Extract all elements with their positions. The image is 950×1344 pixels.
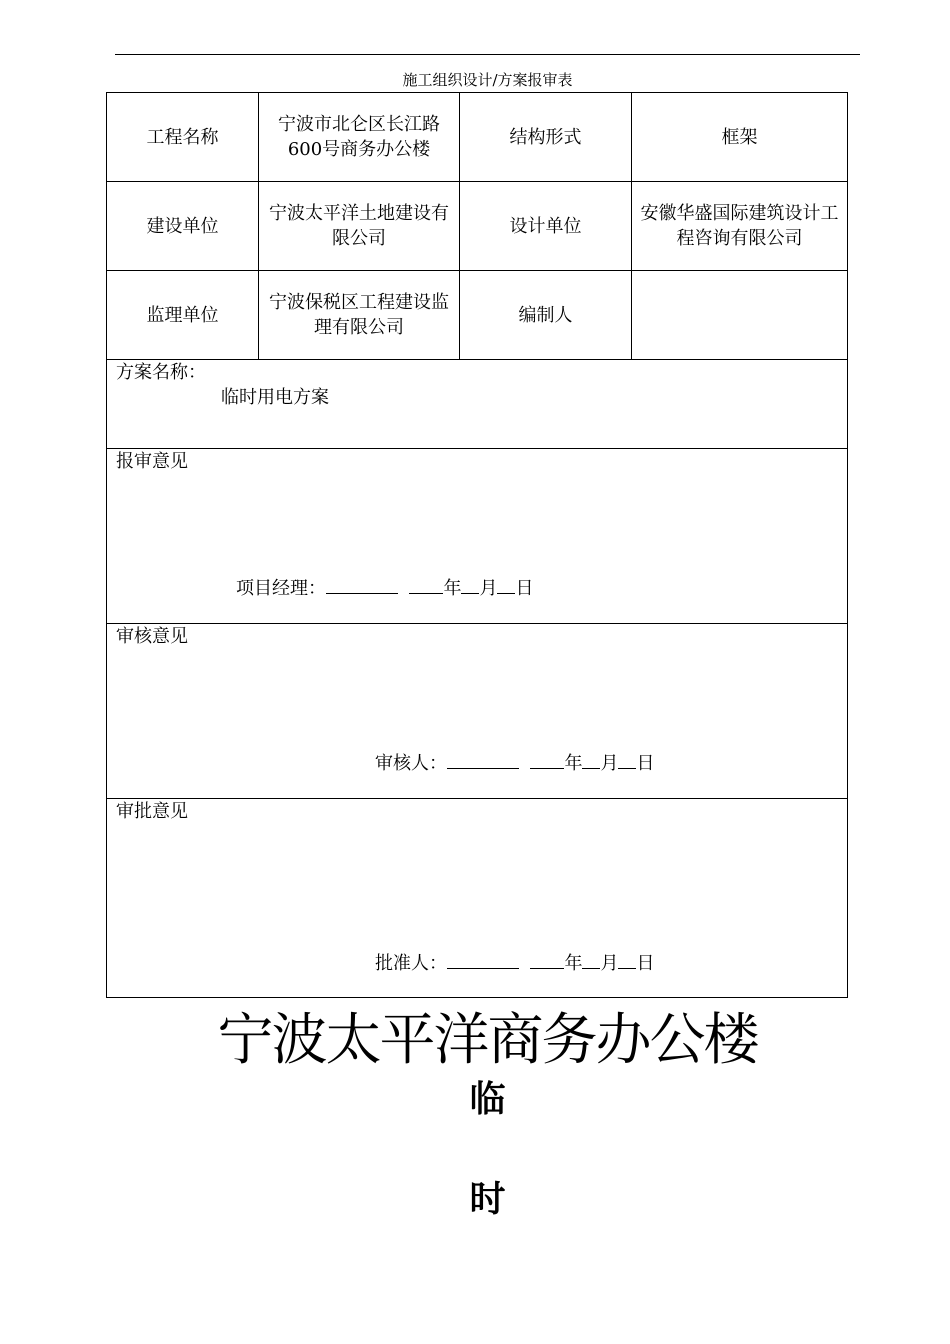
plan-name-label: 方案名称： xyxy=(116,362,206,383)
year-label: 年 xyxy=(564,953,583,974)
designer-label: 设计单位 xyxy=(460,182,632,271)
cover-char-1: 临 xyxy=(469,1079,506,1120)
cover-title: 宁波太平洋商务办公楼 xyxy=(217,1008,758,1073)
day-label: 日 xyxy=(636,953,655,974)
table-row xyxy=(107,624,848,799)
header-title: 施工组织设计/方案报审表 xyxy=(402,71,573,89)
month-blank xyxy=(582,748,600,769)
review-opinion-label: 审核意见 xyxy=(116,626,188,647)
report-opinion-label: 报审意见 xyxy=(116,451,188,472)
approval-opinion-label: 审批意见 xyxy=(116,801,188,822)
client-value: 宁波太平洋土地建设有限公司 xyxy=(259,182,460,271)
project-name-label: 工程名称 xyxy=(107,93,259,182)
day-blank xyxy=(618,748,636,769)
table-row xyxy=(107,799,848,998)
day-blank xyxy=(618,948,636,969)
table-row xyxy=(107,449,848,624)
author-label: 编制人 xyxy=(460,271,632,360)
approval-signer-label: 批准人： xyxy=(375,953,447,974)
cover-char-2: 时 xyxy=(469,1179,506,1220)
signature-blank xyxy=(326,573,398,594)
table-row xyxy=(107,360,848,449)
day-label: 日 xyxy=(636,753,655,774)
designer-value: 安徽华盛国际建筑设计工程咨询有限公司 xyxy=(632,182,848,271)
header-rule xyxy=(115,54,860,55)
approval-opinion-cell xyxy=(107,799,848,998)
month-label: 月 xyxy=(600,753,619,774)
approval-form xyxy=(106,92,848,998)
review-signature-line xyxy=(375,748,654,776)
year-blank xyxy=(409,573,443,594)
month-blank xyxy=(582,948,600,969)
report-signature-line xyxy=(236,573,533,601)
report-signer-label: 项目经理： xyxy=(236,578,326,599)
year-blank xyxy=(530,948,564,969)
structure-type-value: 框架 xyxy=(632,93,848,182)
plan-name-value: 临时用电方案 xyxy=(221,387,329,408)
month-label: 月 xyxy=(479,578,498,599)
signature-blank xyxy=(447,748,519,769)
project-name-value: 宁波市北仑区长江路600号商务办公楼 xyxy=(259,93,460,182)
author-value xyxy=(632,271,848,360)
year-label: 年 xyxy=(443,578,462,599)
table-row xyxy=(107,271,848,360)
day-label: 日 xyxy=(515,578,534,599)
table-row xyxy=(107,182,848,271)
day-blank xyxy=(497,573,515,594)
approval-signature-line xyxy=(375,948,654,976)
review-signer-label: 审核人： xyxy=(375,753,447,774)
client-label: 建设单位 xyxy=(107,182,259,271)
year-label: 年 xyxy=(564,753,583,774)
report-opinion-cell xyxy=(107,449,848,624)
plan-name-cell xyxy=(107,360,848,449)
year-blank xyxy=(530,748,564,769)
month-label: 月 xyxy=(600,953,619,974)
supervisor-value: 宁波保税区工程建设监理有限公司 xyxy=(259,271,460,360)
signature-blank xyxy=(447,948,519,969)
month-blank xyxy=(461,573,479,594)
review-opinion-cell xyxy=(107,624,848,799)
structure-type-label: 结构形式 xyxy=(460,93,632,182)
table-row xyxy=(107,93,848,182)
supervisor-label: 监理单位 xyxy=(107,271,259,360)
